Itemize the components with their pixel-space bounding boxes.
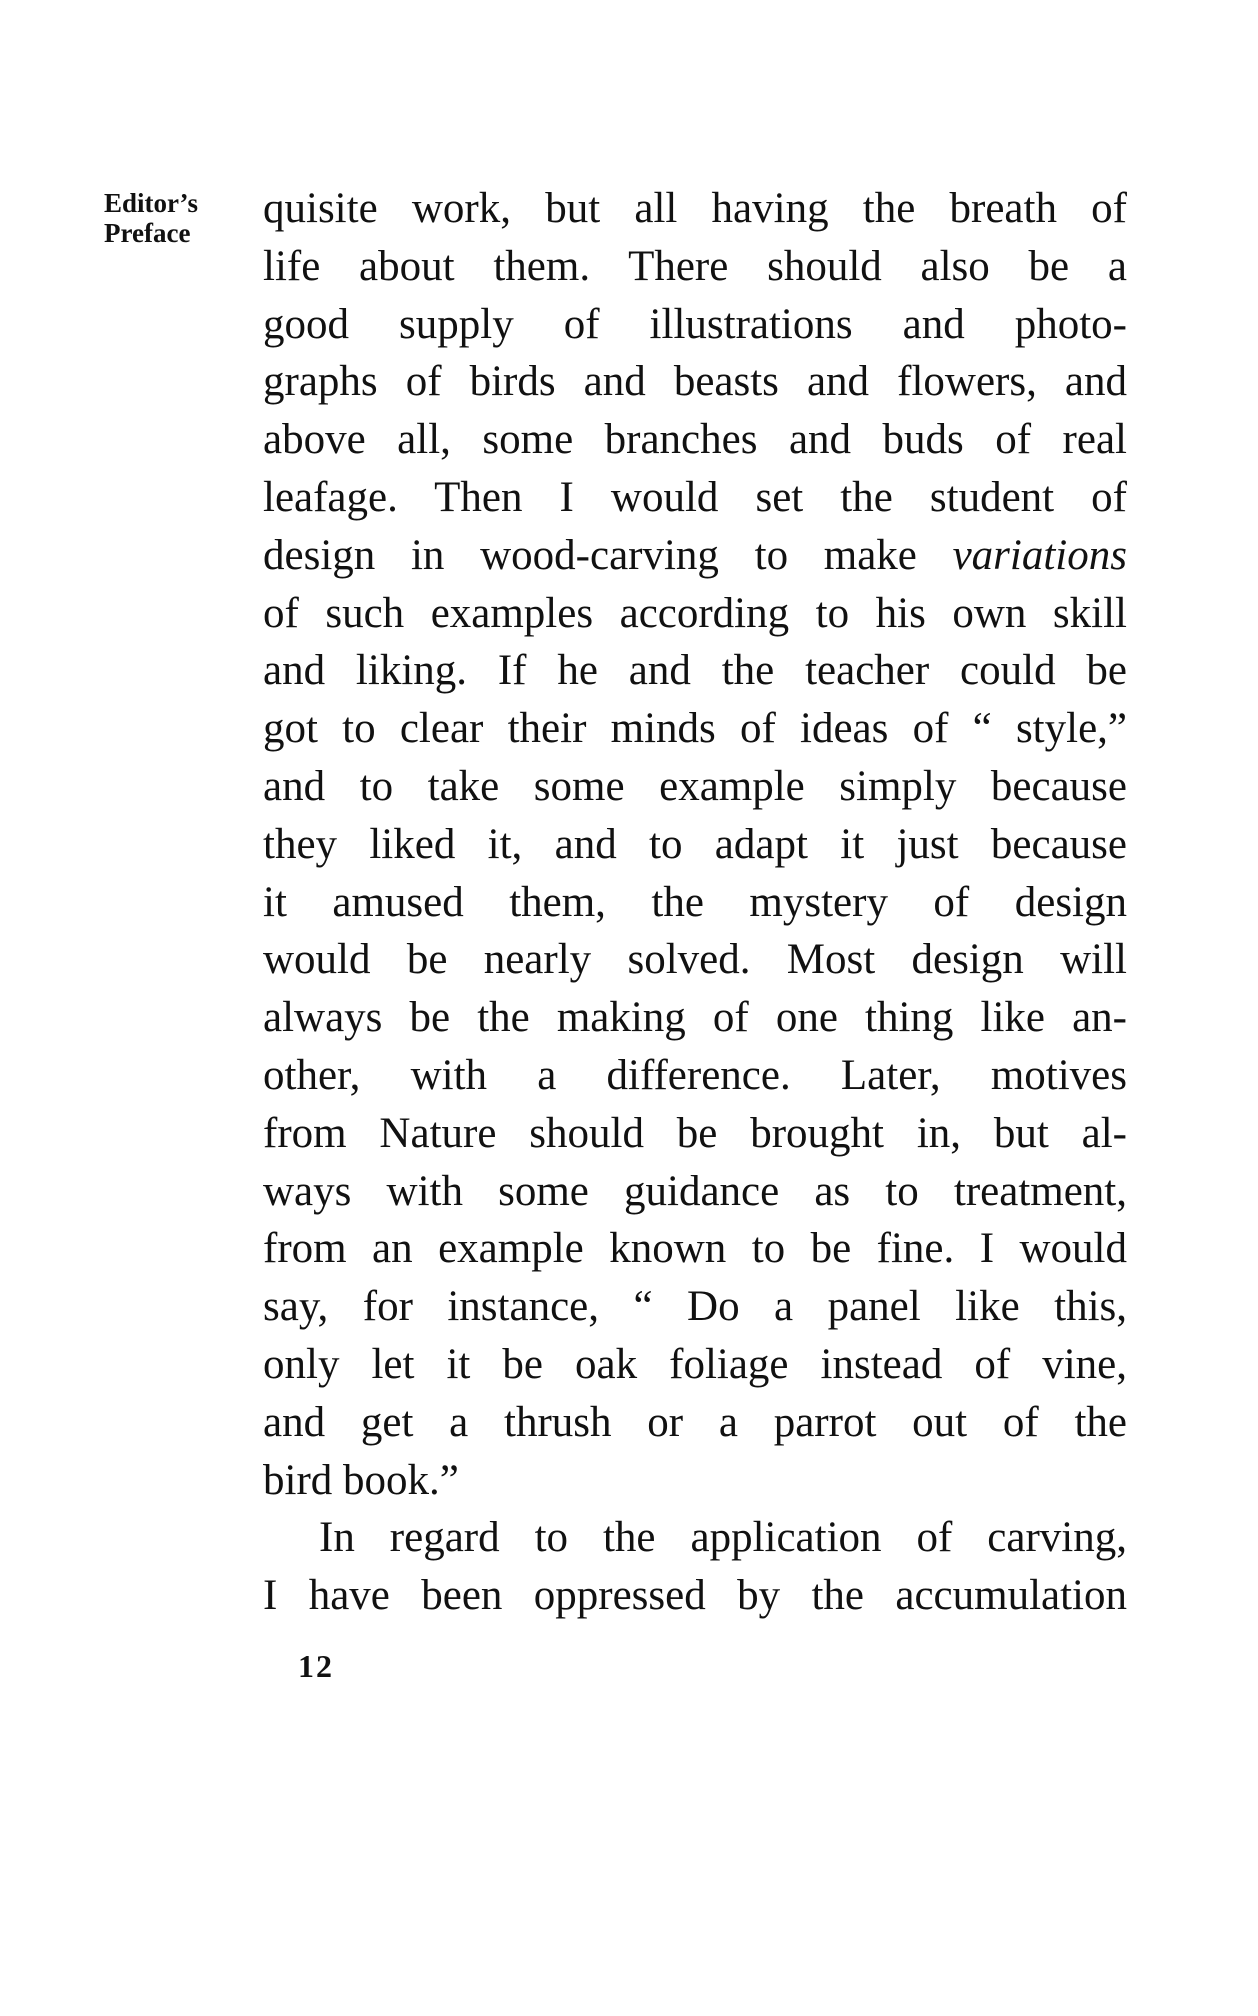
margin-note-line: Preface: [104, 218, 191, 248]
text-line: ways with some guidance as to treatment,: [263, 1167, 1127, 1215]
text-line: good supply of illustrations and photo-: [263, 300, 1127, 348]
text-line: quisite work, but all having the breath of: [263, 185, 1127, 232]
text-line: bird book.”: [263, 1456, 459, 1504]
text-line: they liked it, and to adapt it just because: [263, 820, 1127, 868]
text-line: would be nearly solved. Most design will: [263, 936, 1127, 984]
text-line: it amused them, the mystery of design: [263, 878, 1127, 926]
text-line: always be the making of one thing like an-: [263, 994, 1127, 1042]
text-line: I have been oppressed by the accumulation: [263, 1572, 1127, 1620]
text-line: In regard to the application of carving,: [319, 1514, 1127, 1562]
text-line: and liking. If he and the teacher could be: [263, 647, 1127, 695]
margin-note: [104, 188, 198, 248]
text-line: life about them. There should also be a: [263, 242, 1127, 290]
text-line: say, for instance, “ Do a panel like this,: [263, 1283, 1127, 1331]
text-line: and get a thrush or a parrot out of the: [263, 1398, 1127, 1446]
italic-word: variations: [952, 531, 1127, 579]
text-line: leafage. Then I would set the student of: [263, 473, 1127, 521]
page-number: 12: [298, 1648, 334, 1684]
text-line: of such examples according to his own skill: [263, 589, 1127, 637]
text-line: only let it be oak foliage instead of vine,: [263, 1340, 1127, 1388]
text-segment: design in wood-carving to make: [263, 531, 953, 579]
margin-note-line: Editor’s: [104, 188, 198, 218]
text-line: other, with a difference. Later, motives: [263, 1051, 1127, 1099]
text-line: got to clear their minds of ideas of “ style,”: [263, 705, 1127, 753]
text-line: [263, 527, 1127, 585]
text-line: from Nature should be brought in, but al-: [263, 1109, 1127, 1157]
text-line: from an example known to be fine. I would: [263, 1225, 1127, 1273]
body-text: [263, 180, 1127, 1625]
text-line: above all, some branches and buds of real: [263, 416, 1127, 464]
text-line: graphs of birds and beasts and flowers, and: [263, 358, 1127, 406]
text-line: and to take some example simply because: [263, 762, 1127, 810]
